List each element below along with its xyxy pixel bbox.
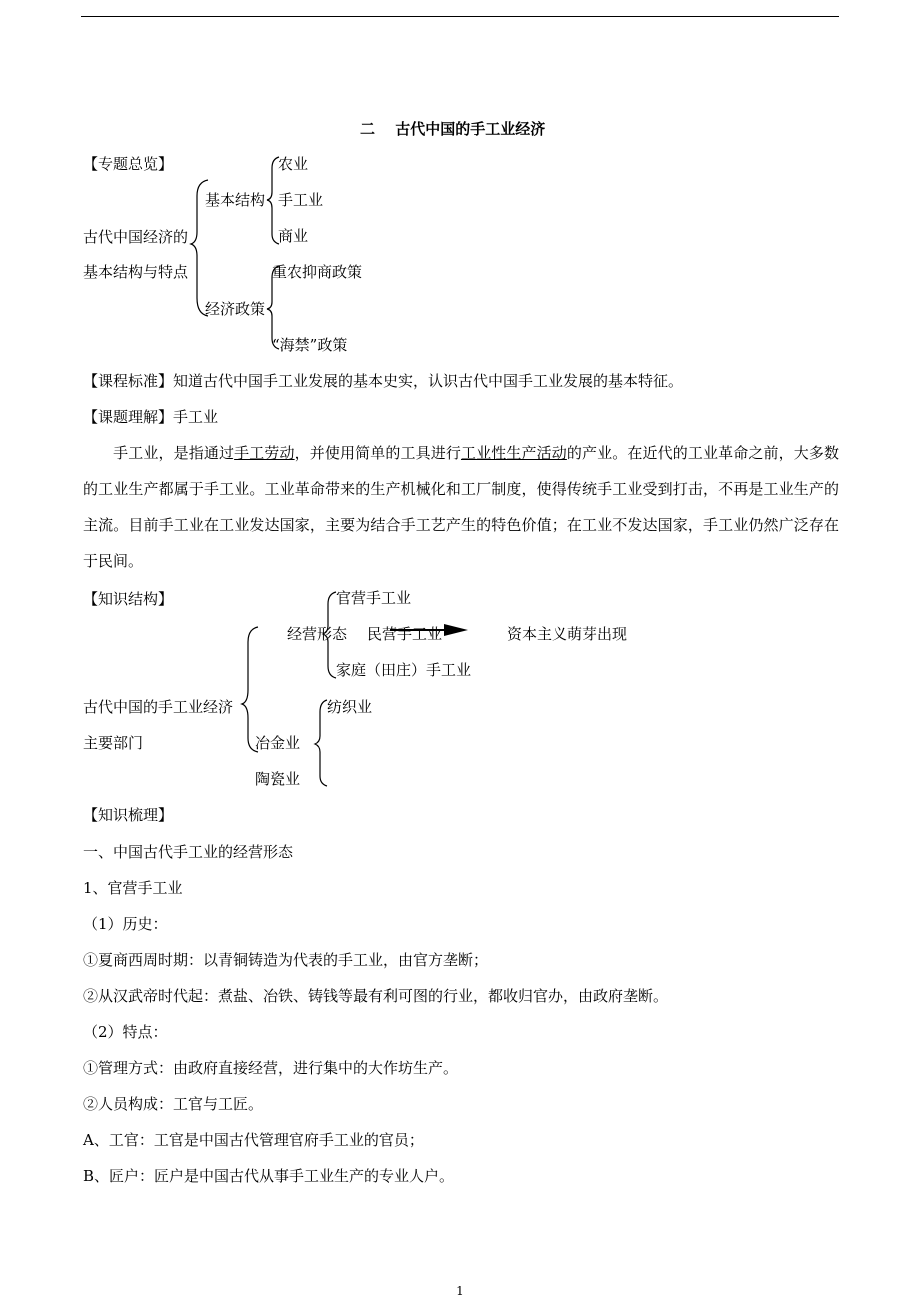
structure-item-official: 官营手工业 xyxy=(336,589,412,607)
understanding-topic: 手工业 xyxy=(173,408,219,426)
features-item-4: B、匠户：匠户是中国古代从事手工业生产的专业人户。 xyxy=(83,1167,455,1185)
structure-management-label: 经营形态 xyxy=(287,625,348,643)
structure-sector-metallurgy: 冶金业 xyxy=(255,734,301,752)
management-brace xyxy=(323,592,336,678)
history-label: （1）历史： xyxy=(83,915,168,933)
structure-arrow-target: 资本主义萌芽出现 xyxy=(507,625,628,643)
review-sub-1: 1、官营手工业 xyxy=(83,879,183,897)
features-item-3: A、工官：工官是中国古代管理官府手工业的官员； xyxy=(83,1131,424,1149)
page-number: 1 xyxy=(456,1284,464,1298)
standard-heading: 【课程标准】 xyxy=(83,372,174,390)
understanding-text-1: 手工业，是指通过 xyxy=(113,444,235,462)
features-label: （2）特点： xyxy=(83,1023,168,1041)
overview-item-sea-ban-policy: “海禁”政策 xyxy=(272,336,348,354)
overview-root-line1: 古代中国经济的 xyxy=(83,228,189,246)
structure-item-private: 民营手工业 xyxy=(367,625,443,643)
structure-root-line1: 古代中国的手工业经济 xyxy=(83,698,234,716)
structure-heading: 【知识结构】 xyxy=(83,590,174,608)
history-item-2: ②从汉武帝时代起：煮盐、冶铁、铸钱等最有利可图的行业，都收归官办，由政府垄断。 xyxy=(83,987,669,1005)
overview-root-line2: 基本结构与特点 xyxy=(83,263,189,281)
features-item-2: ②人员构成：工官与工匠。 xyxy=(83,1095,264,1113)
structure-item-family: 家庭（田庄）手工业 xyxy=(336,661,472,679)
overview-branch-basic-structure: 基本结构 xyxy=(205,191,266,209)
structure-sector-textile: 纺织业 xyxy=(327,698,373,716)
overview-heading: 【专题总览】 xyxy=(83,155,174,173)
page-title: 二 古代中国的手工业经济 xyxy=(360,120,546,138)
overview-item-agriculture-policy: 重农抑商政策 xyxy=(272,263,363,281)
overview-item-agriculture: 农业 xyxy=(278,155,309,173)
history-item-1: ①夏商西周时期：以青铜铸造为代表的手工业，由官方垄断； xyxy=(83,951,489,969)
arrow-head-icon xyxy=(444,624,468,636)
structure-root-brace xyxy=(242,627,258,752)
understanding-text-3: 的产业。在近代的工业革命之前，大多数的工业生产都属于手工业。工业革命带来的生产机械化和工厂制度，使得传统手工业受到打击，不再是工业生产的主流。目前手工业在工业发达国家，主要为结合手工艺产生的特色价值；在工业不发达国家，手工业仍然广泛存在于民间。 xyxy=(83,444,839,570)
standard-text: 知道古代中国手工业发展的基本史实，认识古代中国手工业发展的基本特征。 xyxy=(173,372,684,390)
features-item-1: ①管理方式：由政府直接经营，进行集中的大作坊生产。 xyxy=(83,1059,459,1077)
review-heading: 【知识梳理】 xyxy=(83,806,174,824)
understanding-heading: 【课题理解】 xyxy=(83,408,174,426)
understanding-text-2: ，并使用简单的工具进行 xyxy=(294,444,461,462)
overview-branch-economic-policy: 经济政策 xyxy=(205,300,266,318)
underlined-industrial-activity: 工业性生产活动 xyxy=(460,444,567,462)
underlined-manual-labor: 手工劳动 xyxy=(234,444,295,462)
overview-item-handicraft: 手工业 xyxy=(278,191,324,209)
sectors-brace xyxy=(315,700,327,786)
overview-item-commerce: 商业 xyxy=(278,227,309,245)
structure-root-line2: 主要部门 xyxy=(83,734,144,752)
review-section-1: 一、中国古代手工业的经营形态 xyxy=(83,843,294,861)
structure-sector-ceramics: 陶瓷业 xyxy=(255,770,301,788)
